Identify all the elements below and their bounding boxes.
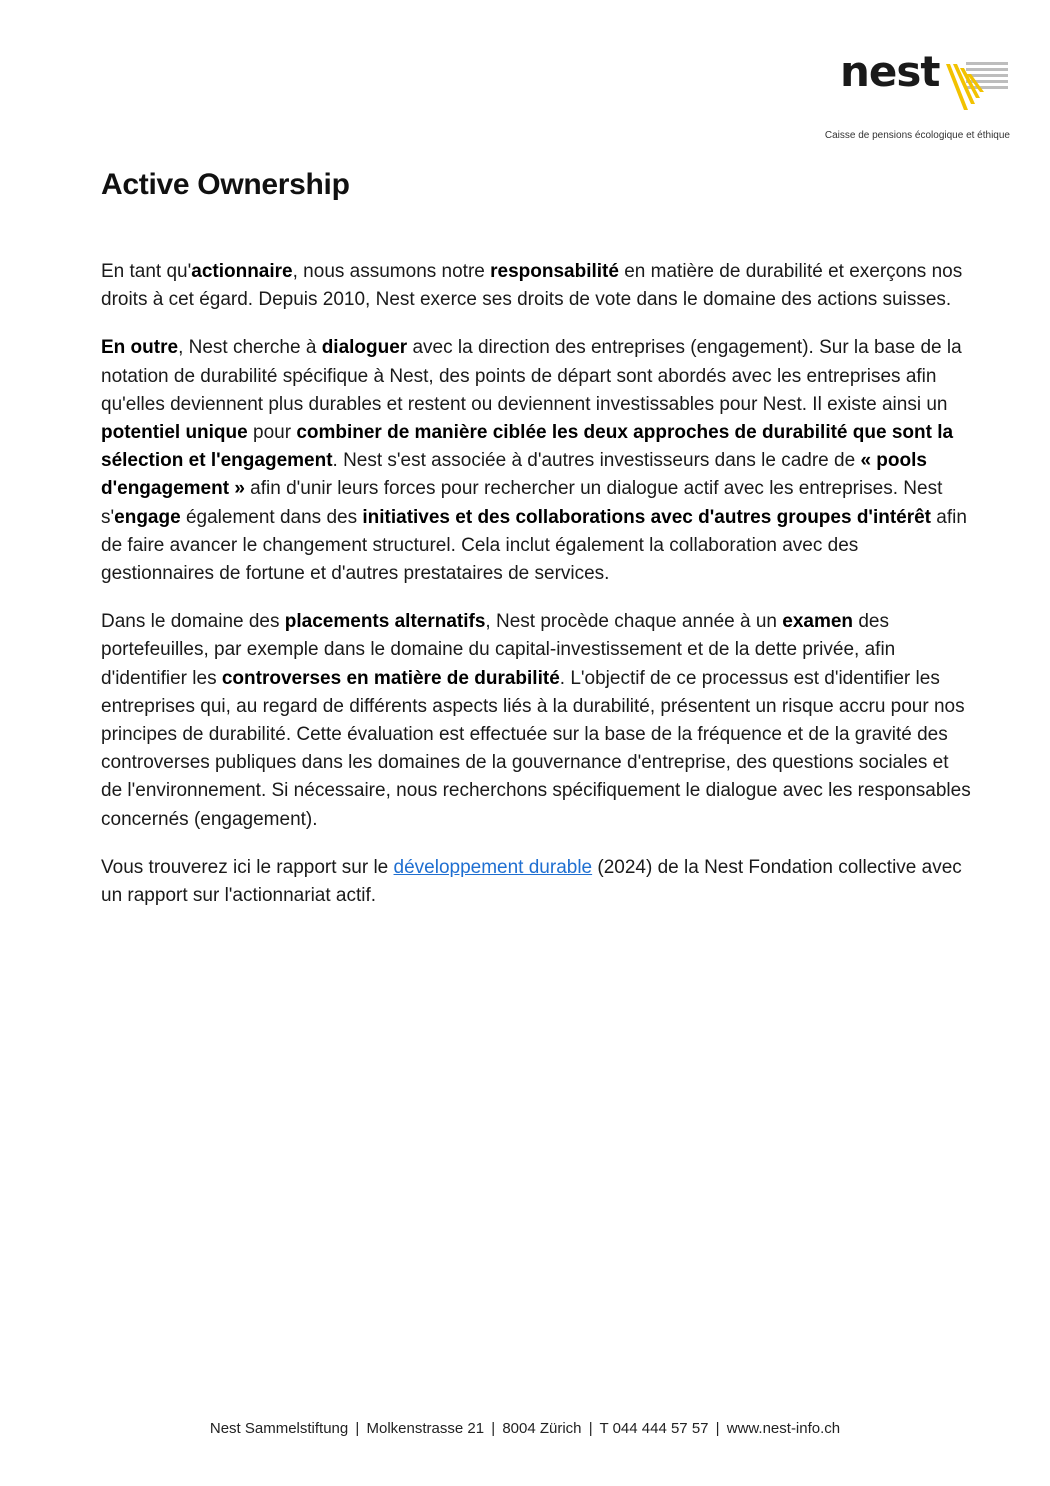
- paragraph-report: [101, 854, 971, 910]
- text-span: pour: [247, 422, 297, 444]
- logo-wordmark: nest: [840, 47, 940, 96]
- bold-text: dialoguer: [321, 337, 408, 359]
- paragraph-engagement: [101, 334, 971, 588]
- footer-phone: T 044 444 57 57: [599, 1420, 709, 1437]
- text-span: , Nest cherche à: [178, 337, 322, 359]
- text-span: afin d'unir leurs forces pour rechercher un dialogue actif avec les entreprises. Nest s': [101, 478, 943, 528]
- footer-website: www.nest-info.ch: [726, 1420, 841, 1437]
- bold-text: placements alternatifs: [284, 611, 486, 633]
- text-span: Dans le domaine des: [101, 611, 285, 633]
- page-title: Active Ownership: [101, 168, 350, 201]
- logo-stripes-icon: [946, 54, 1010, 114]
- nest-logo: [778, 47, 1010, 146]
- bold-text: « pools d'engagement »: [101, 450, 927, 500]
- footer-separator: |: [715, 1420, 720, 1437]
- text-span: afin de faire avancer le changement structurel. Cela inclut également la collaboration avec des gestionnaires de fortune et d'autres prestataires de services.: [101, 506, 967, 585]
- paragraph-shareholder: [101, 258, 971, 314]
- logo-tagline: Caisse de pensions écologique et éthique: [824, 130, 1010, 141]
- text-span: , nous assumons notre: [292, 261, 491, 282]
- footer-separator: |: [491, 1420, 496, 1437]
- bold-text: examen: [782, 611, 854, 633]
- text-span: . L'objectif de ce processus est d'identifier les entreprises qui, au regard de différents aspects liés à la durabilité, présentent un risque accru pour nos principes de durabilité. Cette évaluation est effectuée sur la base de la fréquence et de la gravité des controverses publiques dans les domaines de la gouvernance d'entreprise, des questions sociales et de l'environnement. Si nécessaire, nous recherchons spécifiquement le dialogue avec les responsables concernés (engagement).: [101, 667, 971, 830]
- bold-text: responsabilité: [490, 261, 619, 282]
- text-span: (2024) de la Nest Fondation collective avec un rapport sur l'actionnariat actif.: [101, 856, 962, 907]
- bold-text: actionnaire: [191, 261, 293, 282]
- text-span: en matière de durabilité et exerçons nos droits à cet égard. Depuis 2010, Nest exerce ses droits de vote dans le domaine des actions suisses.: [101, 261, 963, 311]
- bold-text: initiatives et des collaborations avec d'autres groupes d'intérêt: [362, 506, 932, 528]
- paragraph-alternative-investments: [101, 608, 971, 834]
- text-span: des portefeuilles, par exemple dans le domaine du capital-investissement et de la dette privée, afin d'identifier les: [101, 611, 896, 689]
- footer-street: Molkenstrasse 21: [366, 1420, 485, 1437]
- footer-city: 8004 Zürich: [502, 1420, 582, 1437]
- text-span: également dans des: [180, 506, 363, 528]
- text-span: avec la direction des entreprises (engagement). Sur la base de la notation de durabilité spécifique à Nest, des points de départ sont abordés avec les entreprises afin qu'elles deviennent plus durables et restent ou deviennent investissables pour Nest. Il existe ainsi un: [101, 337, 962, 415]
- footer-separator: |: [355, 1420, 360, 1437]
- page-footer: [0, 1420, 1050, 1437]
- text-span: Vous trouverez ici le rapport sur le: [101, 856, 394, 878]
- bold-text: potentiel unique: [101, 422, 248, 444]
- text-span: En tant qu': [101, 261, 192, 282]
- footer-org: Nest Sammelstiftung: [209, 1420, 349, 1437]
- text-span: , Nest procède chaque année à un: [485, 611, 783, 633]
- bold-text: engage: [114, 506, 181, 528]
- bold-text: En outre: [101, 337, 179, 359]
- text-span: . Nest s'est associée à d'autres investisseurs dans le cadre de: [332, 450, 861, 472]
- bold-text: combiner de manière ciblée les deux approches de durabilité que sont la sélection et l'engagement: [101, 422, 954, 472]
- sustainability-report-link[interactable]: développement durable: [393, 856, 593, 878]
- footer-separator: |: [588, 1420, 593, 1437]
- bold-text: controverses en matière de durabilité: [221, 667, 560, 689]
- body-text: [101, 258, 971, 930]
